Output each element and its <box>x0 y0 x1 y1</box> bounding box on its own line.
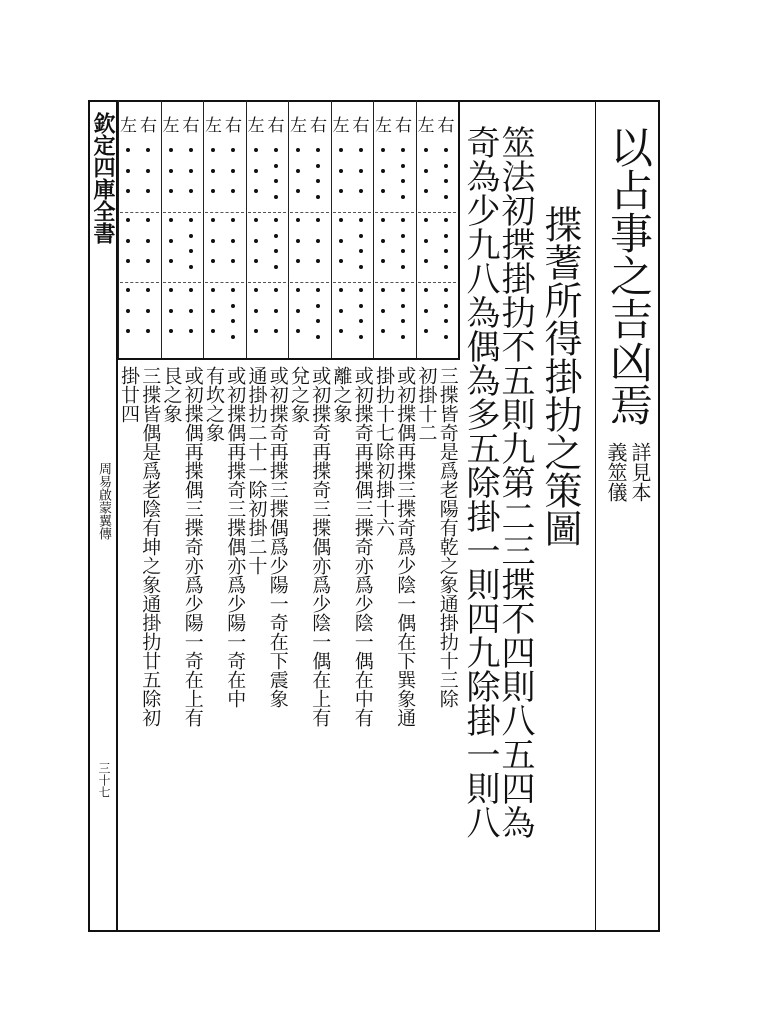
panel-left-label: 左 <box>120 116 137 136</box>
stalk-dot <box>381 288 385 292</box>
stalk-dot <box>381 189 385 193</box>
explanation-column: 通掛扐二十一除初掛二十 <box>245 366 268 575</box>
stalk-dot <box>316 259 320 263</box>
stalk-dot <box>339 239 343 243</box>
stalk-dot <box>339 259 343 263</box>
stalk-dot <box>316 179 320 183</box>
stalk-dot <box>316 218 320 222</box>
stalk-dot <box>189 148 193 152</box>
stalk-dot <box>189 218 193 222</box>
text-divider-rule <box>595 100 596 932</box>
stalk-dot <box>316 319 320 323</box>
chart-title: 揲蓍所得掛扐之策圖 <box>538 205 582 547</box>
stalk-dot <box>339 169 343 173</box>
stalk-dot <box>444 195 448 199</box>
stalk-dot <box>274 164 278 168</box>
cell-divider <box>205 212 244 213</box>
cell-divider <box>205 282 244 283</box>
stalk-dot <box>274 218 278 222</box>
page-number: 三十七 <box>97 762 111 798</box>
stalk-dot <box>359 319 363 323</box>
stalk-dot <box>359 234 363 238</box>
stalk-dot <box>401 335 405 339</box>
stalk-dot <box>211 218 215 222</box>
stalk-dot <box>231 259 235 263</box>
stalk-dot <box>231 218 235 222</box>
stalk-dot <box>169 288 173 292</box>
stalk-dot <box>296 239 300 243</box>
stalk-dot <box>444 234 448 238</box>
stalk-dot <box>401 148 405 152</box>
stalk-dot <box>359 265 363 269</box>
main-text-line: 以占事之吉凶焉 <box>603 125 653 426</box>
stalk-dot <box>274 309 278 313</box>
inline-note-right: 詳見本 <box>628 442 652 502</box>
stalk-dot <box>296 259 300 263</box>
stalk-dot <box>126 169 130 173</box>
stalk-dot <box>359 335 363 339</box>
panel-left-label: 左 <box>417 116 435 136</box>
stalk-dot <box>444 335 448 339</box>
stalk-dot <box>169 189 173 193</box>
stalk-dot <box>231 304 235 308</box>
explanation-column: 艮之象 <box>160 366 183 423</box>
panel-right-label: 右 <box>310 116 327 136</box>
cell-divider <box>418 282 457 283</box>
stalk-dot <box>424 288 428 292</box>
explanation-column: 掛廿四 <box>118 366 140 423</box>
stalk-dot <box>169 239 173 243</box>
stalk-dot <box>424 189 428 193</box>
stalk-dot <box>381 329 385 333</box>
stalk-dot <box>146 288 150 292</box>
cell-divider <box>418 212 457 213</box>
stalk-dot <box>169 148 173 152</box>
stalk-dot <box>189 329 193 333</box>
explanation-column: 或初揲奇再揲偶三揲奇亦爲少陰一偶在中有 <box>351 366 374 727</box>
panel-right-label: 右 <box>352 116 370 136</box>
stalk-dot <box>189 265 193 269</box>
stalk-dot <box>254 218 258 222</box>
stalk-dot <box>424 329 428 333</box>
stalk-dot <box>401 319 405 323</box>
stalk-dot <box>444 319 448 323</box>
stalk-dot <box>401 164 405 168</box>
cell-divider <box>290 282 329 283</box>
stalk-dot <box>211 309 215 313</box>
stalk-dot <box>211 148 215 152</box>
stalk-dot <box>401 304 405 308</box>
method-text-line-2: 奇為少九八為偶為多五除掛一則四九除掛一則八 <box>460 125 500 839</box>
panel-separator <box>246 100 247 358</box>
stalk-dot <box>231 319 235 323</box>
stalk-dot <box>254 259 258 263</box>
stalk-dot <box>444 288 448 292</box>
stalk-dot <box>444 148 448 152</box>
stalk-dot <box>296 148 300 152</box>
explanation-column: 掛扐十七除初掛十六 <box>373 366 395 537</box>
stalk-dot <box>146 218 150 222</box>
stalk-dot <box>211 259 215 263</box>
stalk-dot <box>169 309 173 313</box>
stalk-dot <box>274 288 278 292</box>
stalk-dot <box>316 195 320 199</box>
stalk-dot <box>424 259 428 263</box>
stalk-dot <box>189 309 193 313</box>
stalk-dot <box>381 309 385 313</box>
cell-divider <box>375 212 414 213</box>
panel-left-label: 左 <box>375 116 392 136</box>
cell-divider <box>248 212 287 213</box>
stalk-dot <box>254 189 258 193</box>
stalk-dot <box>274 329 278 333</box>
stalk-dot <box>359 249 363 253</box>
stalk-dot <box>359 304 363 308</box>
stalk-dot <box>189 288 193 292</box>
panel-right-label: 右 <box>437 116 455 136</box>
stalk-dot <box>424 169 428 173</box>
stalk-dot <box>274 234 278 238</box>
stalk-dot <box>359 218 363 222</box>
panel-separator <box>203 100 204 358</box>
panel-separator <box>416 100 417 358</box>
stalk-dot <box>126 218 130 222</box>
stalk-dot <box>296 189 300 193</box>
stalk-dot <box>126 259 130 263</box>
stalk-dot <box>424 148 428 152</box>
stalk-dot <box>254 239 258 243</box>
panel-separator <box>118 100 119 358</box>
stalk-dot <box>296 169 300 173</box>
explanation-column: 離之象 <box>330 366 353 423</box>
stalk-dot <box>316 288 320 292</box>
stalk-dot <box>146 329 150 333</box>
stalk-dot <box>231 148 235 152</box>
stalk-dot <box>274 179 278 183</box>
stalk-dot <box>254 148 258 152</box>
stalk-dot <box>211 288 215 292</box>
stalk-dot <box>401 265 405 269</box>
panel-right-label: 右 <box>395 116 412 136</box>
stalk-dot <box>444 218 448 222</box>
stalk-dot <box>274 265 278 269</box>
stalk-dot <box>169 169 173 173</box>
stalk-dot <box>424 309 428 313</box>
cell-divider <box>120 282 159 283</box>
stalk-dot <box>189 234 193 238</box>
stalk-dot <box>126 148 130 152</box>
stalk-dot <box>444 249 448 253</box>
stalk-dot <box>274 148 278 152</box>
stalk-dot <box>381 169 385 173</box>
stalk-dot <box>381 148 385 152</box>
frame-right-rule <box>658 100 660 932</box>
chart-bottom-rule <box>116 358 460 360</box>
margin-book-title: 周易啟蒙翼傳 <box>96 462 111 540</box>
explanation-column: 兌之象 <box>288 366 310 423</box>
stalk-dot <box>401 288 405 292</box>
stalk-dot <box>401 249 405 253</box>
stalk-dot <box>424 239 428 243</box>
stalk-dot <box>189 189 193 193</box>
stalk-dot <box>274 249 278 253</box>
stalk-dot <box>146 239 150 243</box>
panel-separator <box>288 100 289 358</box>
stalk-dot <box>339 309 343 313</box>
stalk-dot <box>146 189 150 193</box>
panel-left-label: 左 <box>162 116 180 136</box>
margin-title: 欽定四庫全書 <box>90 112 116 244</box>
explanation-column: 三揲皆偶是爲老陰有坤之象通掛扐廿五除初 <box>139 366 162 727</box>
stalk-dot <box>359 148 363 152</box>
stalk-dot <box>146 148 150 152</box>
panel-separator <box>161 100 162 358</box>
panel-separator <box>373 100 374 358</box>
explanation-column: 或初揲偶再揲奇三揲偶亦爲少陽一奇在中 <box>224 366 247 708</box>
stalk-dot <box>211 329 215 333</box>
explanation-column: 或初揲偶再揲偶三揲奇亦爲少陽一奇在上有 <box>181 366 204 727</box>
cell-divider <box>120 212 159 213</box>
cell-divider <box>333 212 372 213</box>
stalk-dot <box>126 329 130 333</box>
stalk-dot <box>146 309 150 313</box>
cell-divider <box>163 212 202 213</box>
stalk-dot <box>316 148 320 152</box>
stalk-dot <box>231 189 235 193</box>
stalk-dot <box>126 239 130 243</box>
cell-divider <box>163 282 202 283</box>
stalk-dot <box>126 288 130 292</box>
panel-right-label: 右 <box>140 116 157 136</box>
cell-divider <box>375 282 414 283</box>
stalk-dot <box>231 335 235 339</box>
stalk-dot <box>359 288 363 292</box>
stalk-dot <box>231 169 235 173</box>
stalk-dot <box>316 335 320 339</box>
stalk-dot <box>339 218 343 222</box>
stalk-dot <box>189 249 193 253</box>
stalk-dot <box>381 239 385 243</box>
stalk-dot <box>189 169 193 173</box>
stalk-dot <box>401 179 405 183</box>
stalk-dot <box>444 179 448 183</box>
stalk-dot <box>381 218 385 222</box>
stalk-dot <box>254 309 258 313</box>
cell-divider <box>290 212 329 213</box>
stalk-dot <box>444 304 448 308</box>
stalk-dot <box>211 239 215 243</box>
stalk-dot <box>169 259 173 263</box>
cell-divider <box>248 282 287 283</box>
panel-right-label: 右 <box>225 116 242 136</box>
stalk-dot <box>296 309 300 313</box>
stalk-dot <box>146 259 150 263</box>
stalk-dot <box>316 304 320 308</box>
stalk-dot <box>126 309 130 313</box>
stalk-dot <box>254 169 258 173</box>
stalk-dot <box>169 218 173 222</box>
stalk-dot <box>339 189 343 193</box>
stalk-dot <box>274 195 278 199</box>
stalk-dot <box>444 164 448 168</box>
cell-divider <box>333 282 372 283</box>
stalk-dot <box>296 218 300 222</box>
stalk-dot <box>211 189 215 193</box>
panel-separator <box>331 100 332 358</box>
stalk-dot <box>231 239 235 243</box>
frame-top-rule <box>88 100 660 102</box>
stalk-dot <box>126 189 130 193</box>
stalk-dot <box>316 164 320 168</box>
stalk-dot <box>381 259 385 263</box>
stalk-dot <box>231 288 235 292</box>
stalk-dot <box>339 148 343 152</box>
stalk-dot <box>339 288 343 292</box>
panel-left-label: 左 <box>247 116 265 136</box>
stalk-dot <box>296 288 300 292</box>
frame-bottom-rule <box>88 930 660 932</box>
explanation-column: 或初揲奇再揲奇三揲偶亦爲少陰一偶在上有 <box>309 366 332 727</box>
stalk-dot <box>359 189 363 193</box>
stalk-dot <box>254 329 258 333</box>
panel-right-label: 右 <box>267 116 285 136</box>
method-text-line-1: 筮法初揲掛扐不五則九第二三揲不四則八五四為 <box>495 125 535 839</box>
stalk-dot <box>339 329 343 333</box>
stalk-dot <box>401 218 405 222</box>
stalk-dot <box>146 169 150 173</box>
stalk-dot <box>424 218 428 222</box>
stalk-dot <box>316 239 320 243</box>
stalk-dot <box>401 195 405 199</box>
panel-left-label: 左 <box>205 116 222 136</box>
stalk-dot <box>296 329 300 333</box>
stalk-dot <box>211 169 215 173</box>
explanation-column: 或初揲奇再揲三揲偶爲少陽一奇在下震象 <box>266 366 289 708</box>
panel-left-label: 左 <box>290 116 307 136</box>
explanation-column: 有坎之象 <box>203 366 225 442</box>
explanation-column: 三揲皆奇是爲老陽有乾之象通掛扐十三除 <box>436 366 459 708</box>
explanation-column: 初掛十二 <box>415 366 438 442</box>
panel-right-label: 右 <box>182 116 200 136</box>
stalk-dot <box>359 169 363 173</box>
stalk-dot <box>169 329 173 333</box>
stalk-dot <box>254 288 258 292</box>
panel-left-label: 左 <box>332 116 350 136</box>
inline-note-left: 義筮儀 <box>604 442 628 502</box>
stalk-dot <box>401 234 405 238</box>
stalk-dot <box>444 265 448 269</box>
explanation-column: 或初揲偶再揲三揲奇爲少陰一偶在下巽象通 <box>394 366 417 727</box>
